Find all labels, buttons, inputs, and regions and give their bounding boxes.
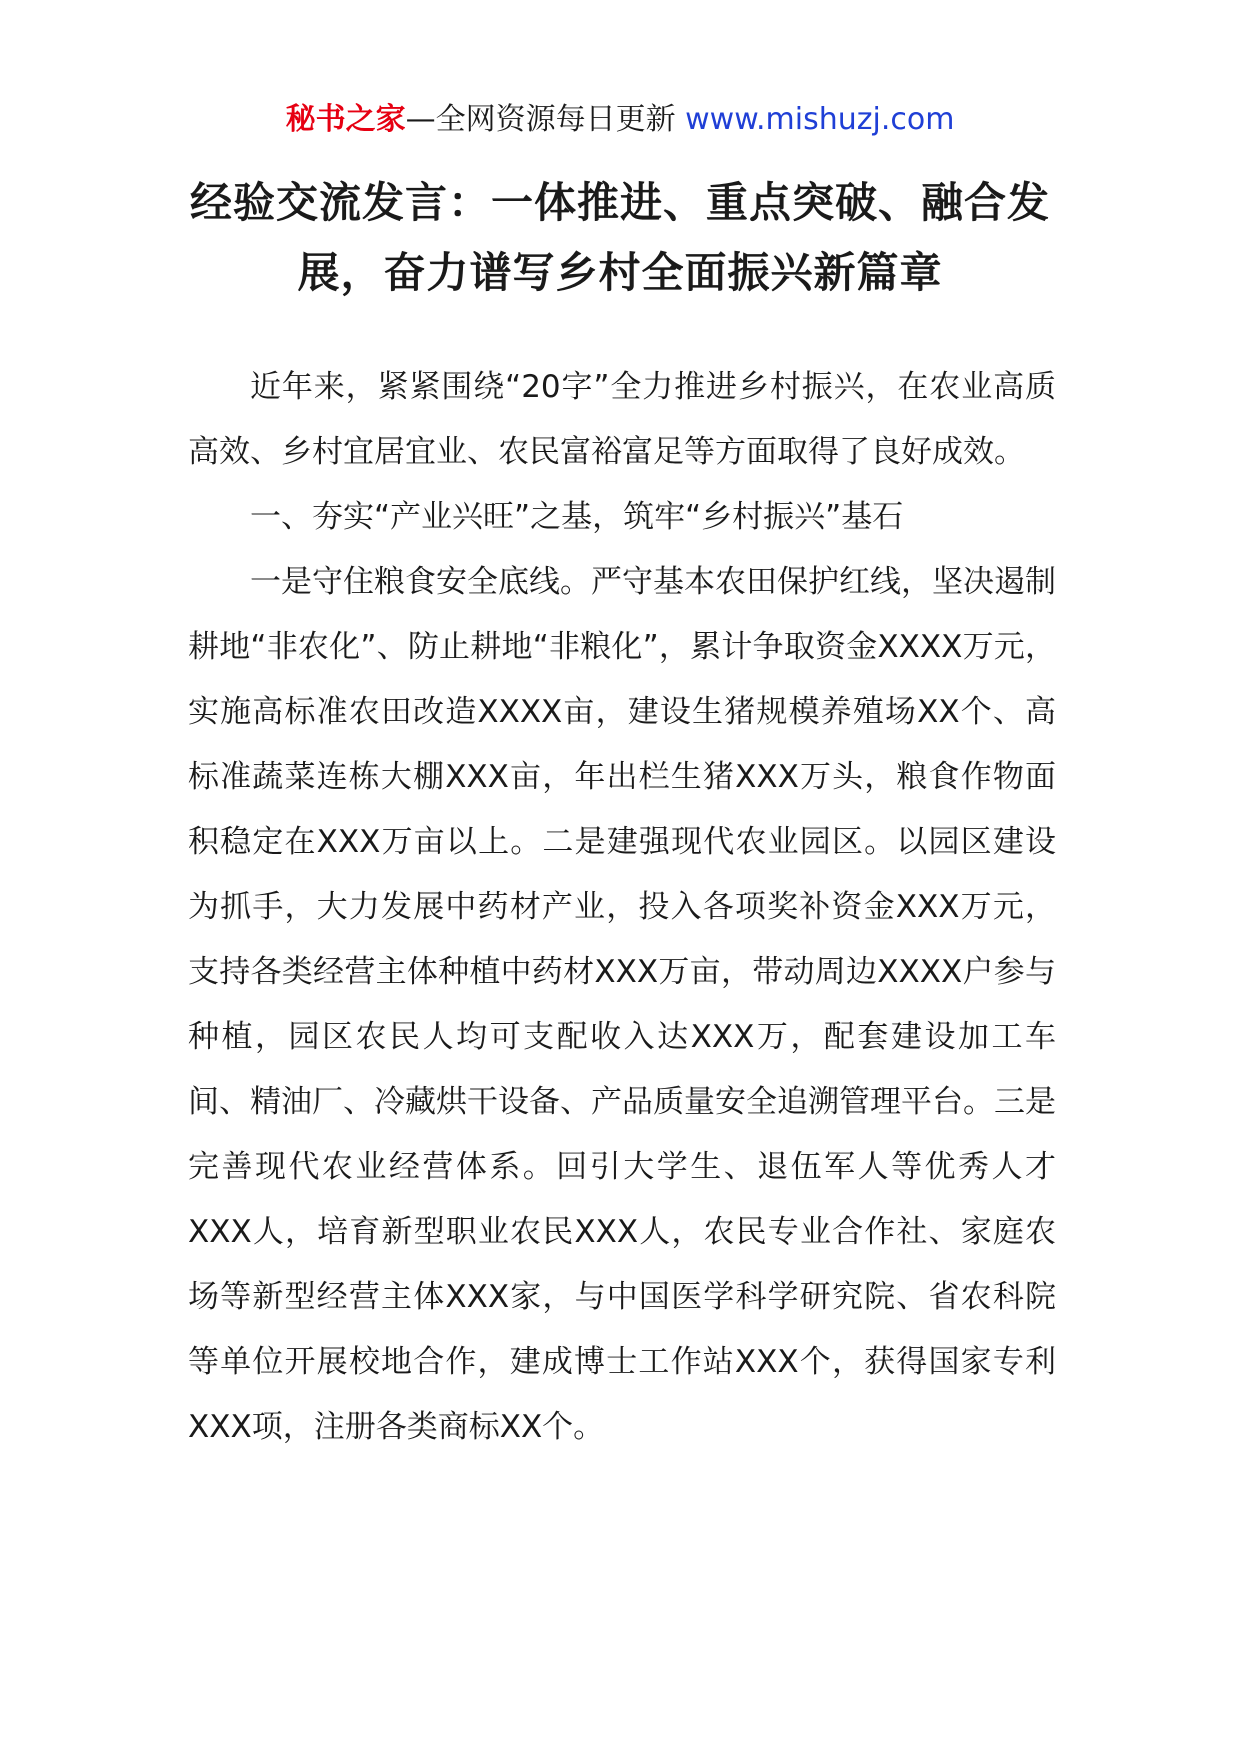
document-title: 经验交流发言：一体推进、重点突破、融合发展，奋力谱写乡村全面振兴新篇章 (189, 178, 1050, 297)
site-header (0, 100, 1240, 140)
site-name: 秘书之家 (285, 102, 406, 137)
section-heading-1: 一、夯实“产业兴旺”之基，筑牢“乡村振兴”基石 (250, 499, 904, 535)
site-url-link[interactable]: www.mishuzj.com (685, 102, 955, 137)
site-tagline: —全网资源每日更新 (405, 102, 676, 137)
document-body (188, 355, 1056, 1460)
section-paragraph-1: 一是守住粮食安全底线。严守基本农田保护红线，坚决遏制耕地“非农化”、防止耕地“非粮化”，累计争取资金XXXX万元，实施高标准农田改造XXXX亩，建设生猪规模养殖场XX个、高标准蔬菜连栋大棚XXX亩，年出栏生猪XXX万头，粮食作物面积稳定在XXX万亩以上。二是建强现代农业园区。以园区建设为抓手，大力发展中药材产业，投入各项奖补资金XXX万元，支持各类经营主体种植中药材XXX万亩，带动周边XXXX户参与种植，园区农民人均可支配收入达XXX万，配套建设加工车间、精油厂、冷藏烘干设备、产品质量安全追溯管理平台。三是完善现代农业经营体系。回引大学生、退伍军人等优秀人才XXX人，培育新型职业农民XXX人，农民专业合作社、家庭农场等新型经营主体XXX家，与中国医学科学研究院、省农科院等单位开展校地合作，建成博士工作站XXX个，获得国家专利XXX项，注册各类商标XX个。 (188, 564, 1056, 1445)
intro-paragraph: 近年来，紧紧围绕“20字”全力推进乡村振兴，在农业高质高效、乡村宜居宜业、农民富裕富足等方面取得了良好成效。 (188, 369, 1056, 470)
